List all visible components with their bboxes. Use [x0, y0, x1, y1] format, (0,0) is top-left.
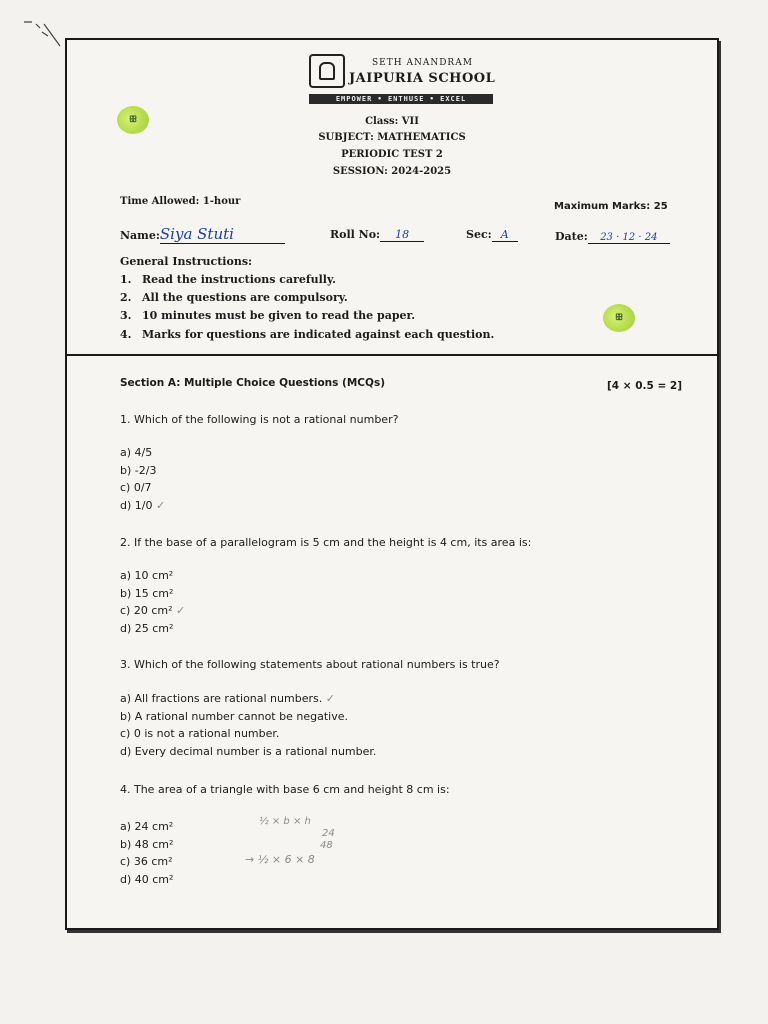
stamp-icon: ꕥ — [603, 304, 635, 332]
option: d) Every decimal number is a rational number. — [120, 744, 377, 758]
option: c) 0/7 — [120, 481, 152, 494]
tick-mark-icon: ✓ — [325, 692, 335, 705]
school-tagline: EMPOWER • ENTHUSE • EXCEL — [309, 94, 493, 104]
stamp-icon: ꕥ — [117, 106, 149, 134]
session-line: SESSION: 2024-2025 — [332, 166, 452, 177]
question-4: 4. The area of a triangle with base 6 cm and height 8 cm is: — [120, 783, 450, 796]
option: d) 40 cm² — [120, 872, 174, 886]
time-allowed: Time Allowed: 1-hour — [120, 196, 241, 207]
option: b) 15 cm² — [120, 586, 174, 600]
question-paper — [65, 38, 719, 930]
class-line: Class: VII — [365, 116, 419, 127]
instruction-item: 2. All the questions are compulsory. — [120, 291, 348, 304]
option: d) 25 cm² — [120, 621, 174, 635]
tick-mark-icon: ✓ — [155, 498, 166, 512]
sec-value: A — [492, 228, 518, 242]
tick-mark-icon: ✓ — [176, 604, 186, 617]
question-1: 1. Which of the following is not a rational number? — [120, 413, 399, 426]
maximum-marks: Maximum Marks: 25 — [554, 201, 668, 212]
question-4-options — [120, 818, 173, 888]
instructions-title: General Instructions: — [120, 255, 253, 268]
name-label: Name: — [120, 229, 160, 242]
option: b) -2/3 — [120, 463, 157, 477]
question-2: 2. If the base of a parallelogram is 5 cm and the height is 4 cm, its area is: — [120, 536, 532, 549]
rough-work: 48 — [320, 840, 333, 851]
instruction-item: 1. Read the instructions carefully. — [120, 273, 336, 286]
question-3-options — [120, 690, 376, 760]
question-3: 3. Which of the following statements about rational numbers is true? — [120, 658, 500, 671]
school-name-line1: SETH ANANDRAM — [372, 58, 473, 68]
option: a) All fractions are rational numbers. — [120, 692, 323, 705]
option: b) A rational number cannot be negative. — [120, 709, 348, 723]
option: a) 24 cm² — [120, 820, 174, 833]
section-divider — [67, 354, 717, 356]
subject-line: SUBJECT: MATHEMATICS — [318, 132, 466, 143]
roll-label: Roll No: — [330, 228, 381, 241]
date-label: Date: — [555, 230, 588, 243]
test-line: PERIODIC TEST 2 — [341, 149, 443, 160]
rough-work: ½ × b × h — [259, 816, 311, 827]
section-a-title: Section A: Multiple Choice Questions (MCQs) — [120, 377, 385, 389]
option: c) 0 is not a rational number. — [120, 727, 280, 740]
rough-work: 24 — [322, 828, 335, 839]
school-logo-icon — [309, 54, 345, 88]
sec-label: Sec: — [466, 228, 492, 241]
name-value: Siya Stuti — [160, 225, 285, 244]
pen-scribble-icon — [22, 18, 62, 48]
rough-work: → ½ × 6 × 8 — [245, 853, 315, 866]
option: a) 10 cm² — [120, 569, 174, 582]
section-a-marks: [4 × 0.5 = 2] — [607, 380, 683, 392]
option: d) 1/0 — [120, 498, 153, 512]
option: b) 48 cm² — [120, 837, 174, 851]
date-value: 23 · 12 · 24 — [588, 232, 670, 244]
school-name-line2: JAIPURIA SCHOOL — [349, 71, 496, 86]
instruction-item: 3. 10 minutes must be given to read the paper. — [120, 309, 416, 322]
question-1-options — [120, 444, 165, 514]
question-2-options — [120, 567, 185, 637]
roll-value: 18 — [380, 228, 424, 242]
option: c) 36 cm² — [120, 855, 173, 868]
option: c) 20 cm² — [120, 604, 173, 617]
option: a) 4/5 — [120, 446, 153, 459]
instruction-item: 4. Marks for questions are indicated against each question. — [120, 328, 495, 341]
